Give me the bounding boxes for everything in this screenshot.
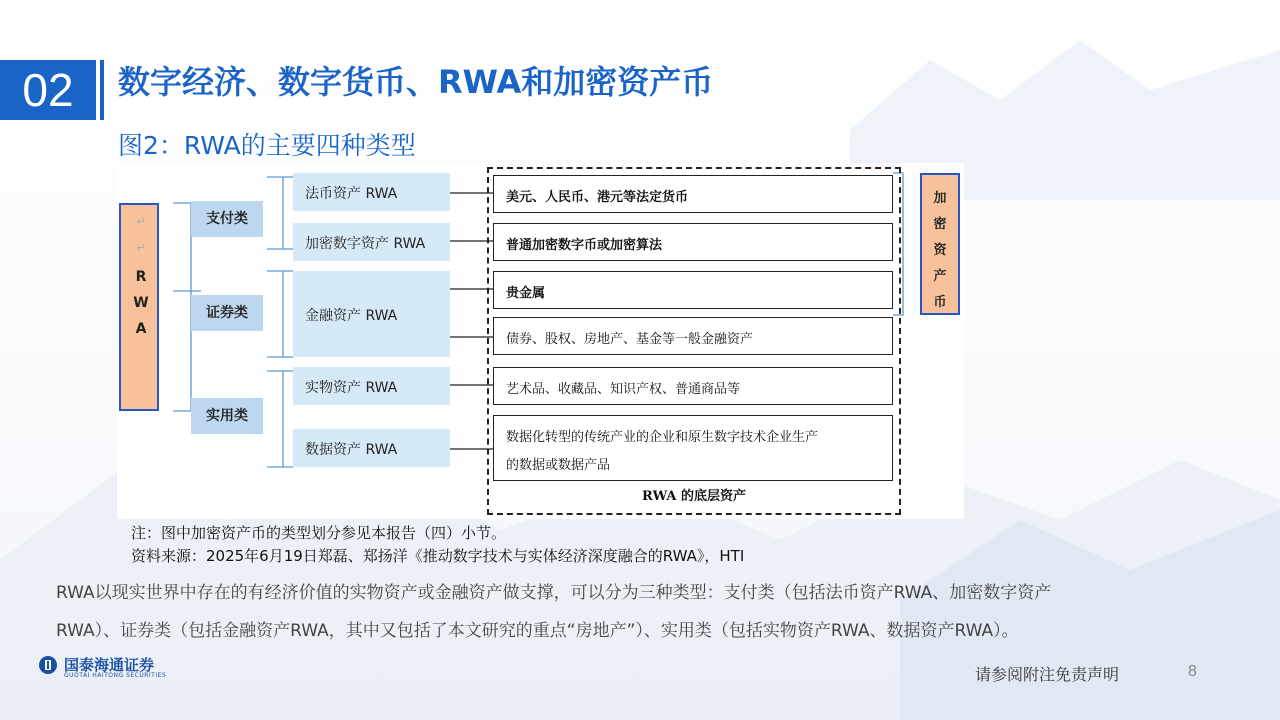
asset-data-products: 数据化转型的传统产业的企业和原生数字技术企业生产 的数据或数据产品 (493, 415, 893, 481)
category-payment: 支付类 (191, 201, 263, 237)
body-text-line-1: RWA以现实世界中存在的有经济价值的实物资产或金融资产做支撑，可以分为三种类型：支付类（包括法币资产RWA、加密数字资产 (56, 583, 1052, 603)
brace-utility (267, 371, 293, 467)
figure-source: 资料来源：2025年6月19日郑磊、郑扬洋《推动数字技术与实体经济深度融合的RWA》，HTI (131, 547, 745, 565)
asset-physical-goods: 艺术品、收藏品、知识产权、普通商品等 (493, 367, 893, 405)
section-number-badge: 02 (0, 60, 96, 120)
crypto-char: 资 (933, 243, 947, 258)
return-mark: ↵ (136, 241, 146, 254)
figure-note: 注：图中加密资产币的类型划分参见本报告（四）小节。 (131, 524, 507, 542)
brace-payment (267, 177, 293, 249)
company-logo-name: 国泰海通证券 (64, 656, 155, 674)
crypto-char: 币 (933, 295, 947, 310)
section-divider-bar (100, 60, 104, 120)
rwa-types-diagram (117, 163, 964, 519)
page-number: 8 (1188, 663, 1197, 680)
body-text-line-2: RWA）、证券类（包括金融资产RWA，其中又包括了本文研究的重点“房地产”）、实用类（包括实物资产RWA、数据资产RWA）。 (56, 621, 1019, 641)
asset-fiat-currency: 美元、人民币、港元等法定货币 (493, 175, 893, 213)
crypto-char: 加 (933, 191, 947, 206)
disclaimer-text: 请参阅附注免责声明 (975, 665, 1120, 684)
subtype-crypto-rwa: 加密数字资产 RWA (293, 223, 450, 261)
asset-general-financial: 债券、股权、房地产、基金等一般金融资产 (493, 317, 893, 355)
asset-precious-metal: 贵金属 (493, 271, 893, 309)
subtype-financial-rwa: 金融资产 RWA (293, 271, 450, 357)
figure-title: 图2：RWA的主要四种类型 (118, 131, 416, 160)
subtype-physical-rwa: 实物资产 RWA (293, 367, 450, 405)
crypto-char: 产 (933, 269, 947, 284)
rwa-letter-w: W (133, 295, 149, 311)
return-mark: ↵ (136, 215, 146, 228)
company-logo-icon (38, 655, 58, 675)
asset-crypto-coin: 普通加密数字币或加密算法 (493, 223, 893, 261)
crypto-asset-coin-box (920, 173, 960, 315)
assets-caption: RWA 的底层资产 (642, 489, 746, 504)
crypto-char: 密 (933, 217, 947, 232)
category-utility: 实用类 (191, 398, 263, 434)
rwa-root-box (119, 203, 159, 411)
subtype-fiat-rwa: 法币资产 RWA (293, 173, 450, 211)
brace-securities (267, 271, 293, 357)
subtype-data-rwa: 数据资产 RWA (293, 429, 450, 467)
company-logo-english: GUOTAI HAITONG SECURITIES (64, 672, 167, 679)
page-title: 数字经济、数字货币、RWA和加密资产币 (118, 63, 714, 101)
category-securities: 证券类 (191, 295, 263, 331)
rwa-letter-a: A (135, 321, 147, 337)
rwa-letter-r: R (135, 269, 147, 285)
